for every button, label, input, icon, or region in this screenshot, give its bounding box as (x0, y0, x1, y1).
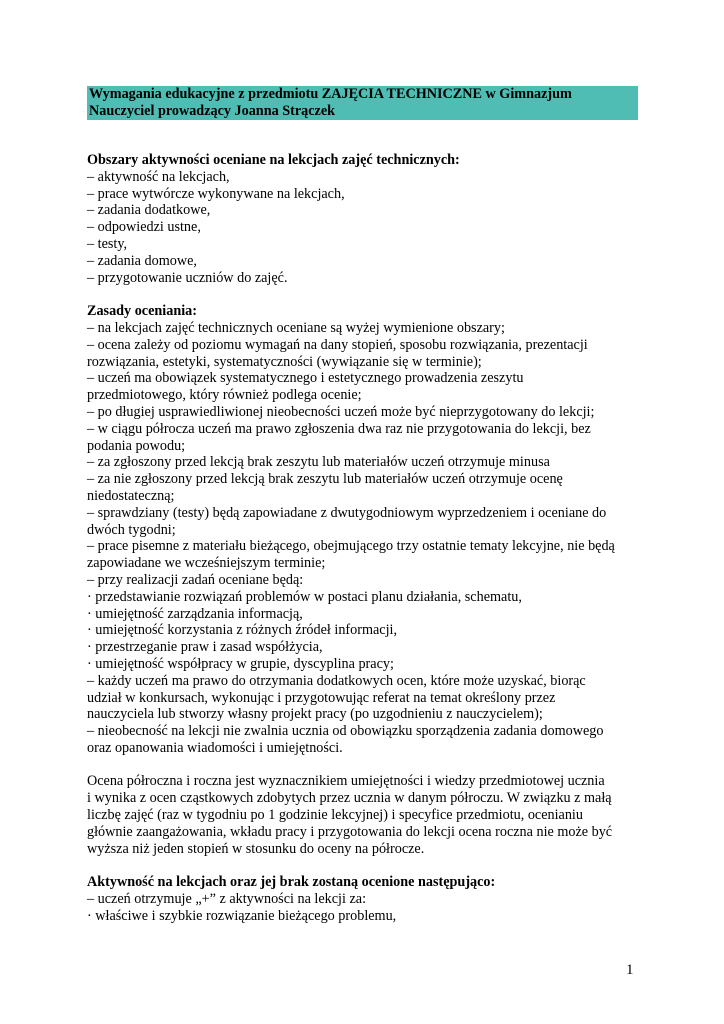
list-item: – przygotowanie uczniów do zajęć. (87, 269, 288, 286)
text-line: rozwiązania, estetyki, systematyczności (wywiązanie się w terminie); (87, 353, 482, 370)
text-line: udział w konkursach, wykonując i przygotowując referat na temat określony przez (87, 689, 556, 706)
section-heading: Obszary aktywności oceniane na lekcjach zajęć technicznych: (87, 152, 460, 168)
text-line: przedmiotowego, który również podlega ocenie; (87, 387, 362, 404)
list-item: – testy, (87, 235, 128, 252)
text-line: – przy realizacji zadań oceniane będą: (87, 571, 304, 588)
text-line: – na lekcjach zajęć technicznych oceniane są wyżej wymienione obszary; (87, 319, 505, 336)
spacer (87, 857, 647, 874)
paragraph-line: głównie zaangażowania, wkładu pracy i przygotowania do lekcji ocena roczna nie może być (87, 823, 613, 840)
text-line: – prace pisemne z materiału bieżącego, obejmującego trzy ostatnie tematy lekcyjne, nie będą (87, 538, 615, 555)
text-line: · umiejętność współpracy w grupie, dyscyplina pracy; (87, 655, 394, 672)
text-line: – sprawdziany (testy) będą zapowiadane z dwutygodniowym wyprzedzeniem i oceniane do (87, 504, 607, 521)
text-line: – ocena zależy od poziomu wymagań na dany stopień, sposobu rozwiązania, prezentacji (87, 336, 588, 353)
text-line: – po długiej usprawiedliwionej nieobecności uczeń może być nieprzygotowany do lekcji; (87, 403, 595, 420)
paragraph-line: i wynika z ocen cząstkowych zdobytych przez ucznia w danym półroczu. W związku z małą (87, 790, 612, 807)
paragraph-line: wyższa niż jeden stopień w stosunku do oceny na półrocze. (87, 840, 425, 857)
text-line: · właściwe i szybkie rozwiązanie bieżącego problemu, (87, 907, 397, 924)
text-line: · umiejętność korzystania z różnych źródeł informacji, (87, 622, 398, 639)
spacer (87, 286, 647, 303)
list-item: – zadania dodatkowe, (87, 202, 211, 219)
document-header (87, 86, 638, 120)
list-item: – aktywność na lekcjach, (87, 168, 230, 185)
text-line: – za zgłoszony przed lekcją brak zeszytu lub materiałów uczeń otrzymuje minusa (87, 454, 550, 471)
text-line: – w ciągu półrocza uczeń ma prawo zgłoszenia dwa raz nie przygotowania do lekcji, bez (87, 420, 591, 437)
paragraph-line: Ocena półroczna i roczna jest wyznacznikiem umiejętności i wiedzy przedmiotowej ucznia (87, 773, 605, 790)
header-title: Wymagania edukacyjne z przedmiotu ZAJĘCIA TECHNICZNE w Gimnazjum (89, 86, 572, 102)
section-heading: Aktywność na lekcjach oraz jej brak zostaną ocenione następująco: (87, 874, 496, 891)
text-line: · umiejętność zarządzania informacją, (87, 605, 303, 622)
text-line: – uczeń otrzymuje „+” z aktywności na lekcji za: (87, 891, 367, 908)
text-line: zapowiadane we wcześniejszym terminie; (87, 555, 326, 572)
text-line: – za nie zgłoszony przed lekcją brak zeszytu lub materiałów uczeń otrzymuje ocenę (87, 471, 563, 488)
text-line: – uczeń ma obowiązek systematycznego i estetycznego prowadzenia zeszytu (87, 370, 524, 387)
page-number: 1 (626, 962, 634, 978)
document-body (87, 152, 647, 925)
text-line: · przestrzeganie praw i zasad współżycia, (87, 639, 323, 656)
list-item: – zadania domowe, (87, 252, 197, 269)
text-line: – każdy uczeń ma prawo do otrzymania dodatkowych ocen, które może uzyskać, biorąc (87, 672, 586, 689)
paragraph-line: liczbę zajęć (raz w tygodniu po 1 godzinie lekcyjnej) i specyfice przedmiotu, ocenianiu (87, 807, 583, 824)
header-teacher: Nauczyciel prowadzący Joanna Strączek (89, 103, 336, 119)
text-line: – nieobecność na lekcji nie zwalnia ucznia od obowiązku sporządzenia zadania domowego (87, 723, 604, 740)
section-heading: Zasady oceniania: (87, 303, 197, 320)
text-line: niedostateczną; (87, 487, 175, 504)
text-line: podania powodu; (87, 437, 186, 454)
list-item: – odpowiedzi ustne, (87, 219, 201, 236)
list-item: – prace wytwórcze wykonywane na lekcjach, (87, 185, 345, 202)
spacer (87, 757, 647, 774)
text-line: · przedstawianie rozwiązań problemów w postaci planu działania, schematu, (87, 588, 522, 605)
text-line: oraz opanowania wiadomości i umiejętności. (87, 739, 343, 756)
text-line: nauczyciela lub stworzy własny projekt pracy (po uzgodnieniu z nauczycielem); (87, 706, 543, 723)
text-line: dwóch tygodni; (87, 521, 176, 538)
